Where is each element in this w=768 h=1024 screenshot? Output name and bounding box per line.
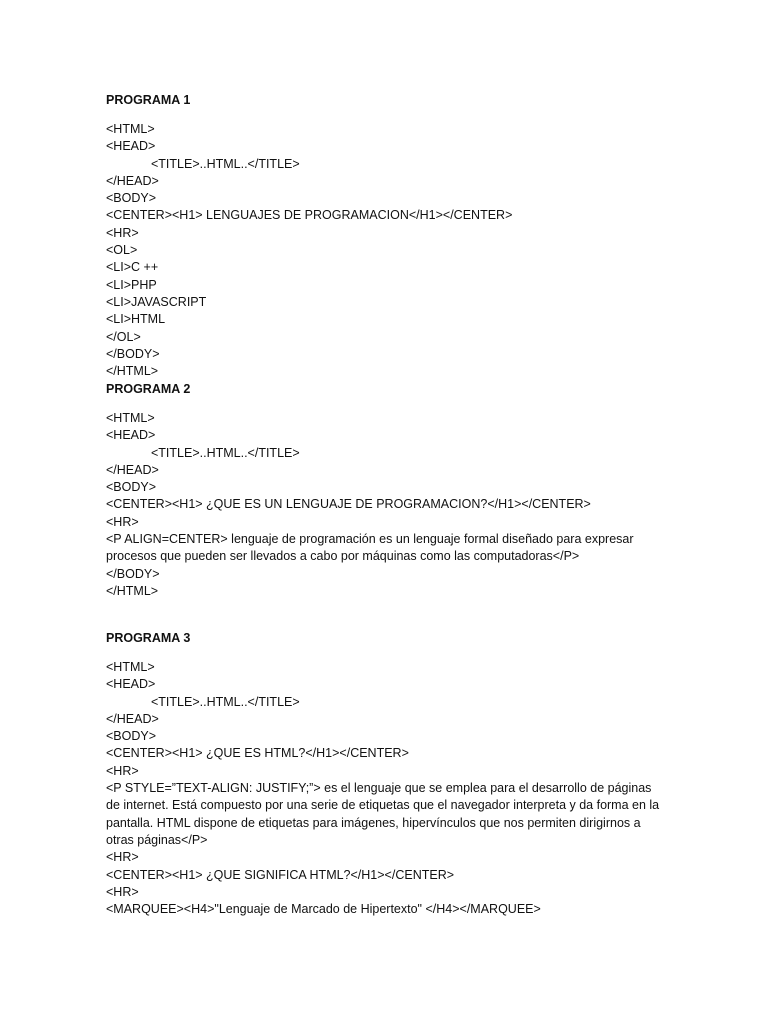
program-2-code: [106, 410, 666, 600]
code-line: <HR>: [106, 850, 139, 865]
code-line: <HR>: [106, 763, 139, 778]
program-3-section: [106, 630, 666, 918]
code-line: <TITLE>..HTML..</TITLE>: [151, 156, 300, 171]
code-line: <HTML>: [106, 122, 155, 136]
code-line: <HEAD>: [106, 139, 156, 154]
code-line: <LI>JAVASCRIPT: [106, 294, 207, 309]
code-line: <LI>C ++: [106, 260, 159, 275]
code-line: </HTML>: [106, 364, 159, 379]
code-line: <BODY>: [106, 729, 157, 744]
code-line: <CENTER><H1> ¿QUE SIGNIFICA HTML?</H1></CENTER>: [106, 867, 455, 882]
program-2-title: PROGRAMA 2: [106, 382, 191, 396]
code-line: <BODY>: [106, 191, 157, 206]
program-1-section: [106, 92, 666, 380]
code-line: <TITLE>..HTML..</TITLE>: [151, 694, 300, 709]
code-line: <MARQUEE><H4>"Lenguaje de Marcado de Hipertexto" </H4></MARQUEE>: [106, 902, 541, 917]
program-2-section: [106, 381, 666, 600]
program-1-title: PROGRAMA 1: [106, 93, 191, 107]
code-line: </OL>: [106, 329, 141, 344]
code-line: <HR>: [106, 225, 139, 240]
code-line: <BODY>: [106, 480, 157, 495]
code-line: <HR>: [106, 514, 139, 529]
program-1-code: [106, 121, 666, 380]
code-line: <TITLE>..HTML..</TITLE>: [151, 445, 300, 460]
program-3-code: [106, 659, 666, 918]
code-line: <OL>: [106, 243, 138, 258]
code-line: <HR>: [106, 884, 139, 899]
code-line: <HEAD>: [106, 428, 156, 443]
code-line: </BODY>: [106, 346, 160, 361]
code-line: </BODY>: [106, 566, 160, 581]
code-line: <CENTER><H1> ¿QUE ES HTML?</H1></CENTER>: [106, 746, 409, 761]
code-line: </HTML>: [106, 583, 159, 598]
code-line: </HEAD>: [106, 711, 159, 726]
code-line: </HEAD>: [106, 173, 159, 188]
program-3-title: PROGRAMA 3: [106, 631, 191, 645]
code-line: <HEAD>: [106, 677, 156, 692]
code-paragraph: <P ALIGN=CENTER> lenguaje de programación es un lenguaje formal diseñado para expresar procesos que pueden ser llevados a cabo por máquinas como las computadoras</P>: [106, 532, 634, 564]
code-line: <HTML>: [106, 411, 155, 425]
code-line: <HTML>: [106, 660, 155, 674]
code-line: <CENTER><H1> LENGUAJES DE PROGRAMACION</H1></CENTER>: [106, 208, 513, 223]
code-paragraph: <P STYLE=”TEXT-ALIGN: JUSTIFY;”> es el lenguaje que se emplea para el desarrollo de páginas de internet. Está compuesto por una serie de etiquetas que el navegador interpreta y da forma en la pantalla. HTML dispone de etiquetas para imágenes, hipervínculos que nos permiten dirigirnos a otras páginas</P>: [106, 781, 660, 847]
code-line: <CENTER><H1> ¿QUE ES UN LENGUAJE DE PROGRAMACION?</H1></CENTER>: [106, 497, 591, 512]
code-line: <LI>PHP: [106, 277, 157, 292]
code-line: <LI>HTML: [106, 312, 166, 327]
code-line: </HEAD>: [106, 462, 159, 477]
